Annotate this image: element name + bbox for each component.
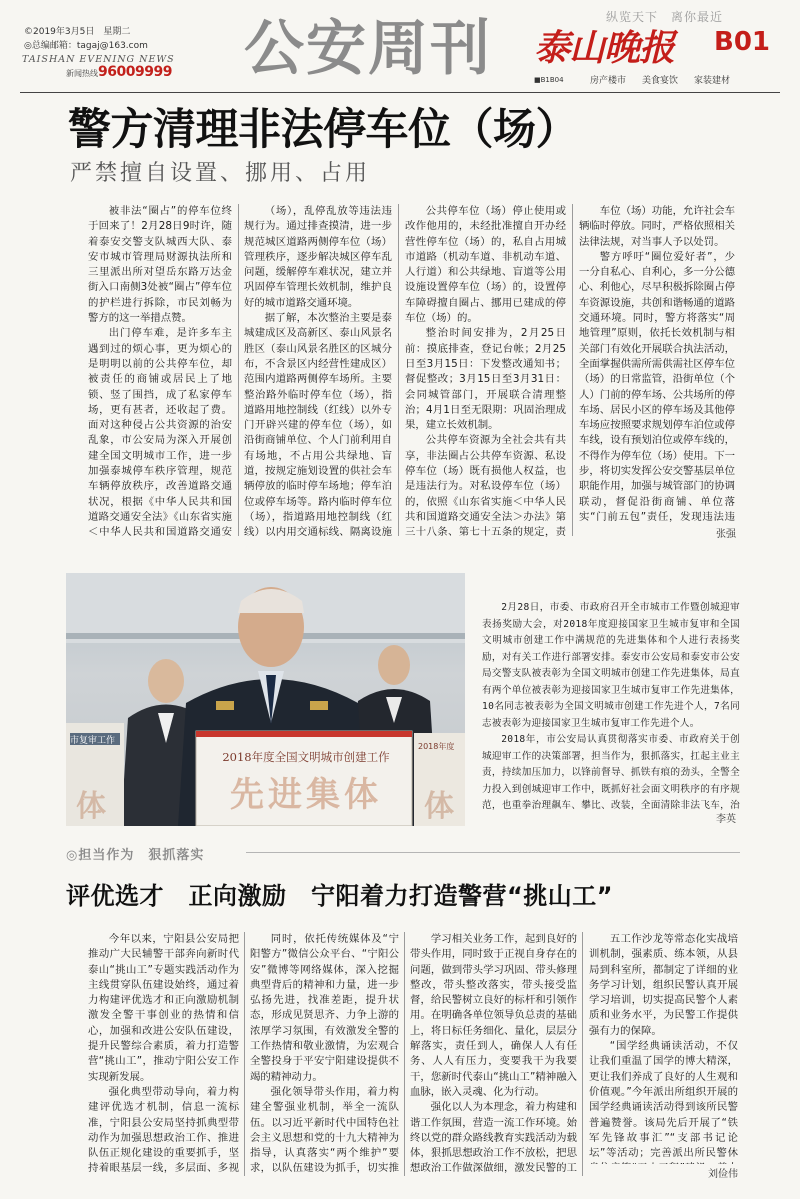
column-divider [238,204,239,536]
column-divider [572,204,573,536]
paragraph: 公共停车位（场）停止使用或改作他用的，未经批准擅自开办经营性停车位（场）的，私自占用城市道路（机动车道、非机动车道、人行道）和公共绿地、盲道等公用设施设置停车位（场）的，设置停车障碍擅自圈占、挪用已建成的停车位（场）的。 [405,205,566,325]
paragraph: 警方呼吁“圈位爱好者”，少一分自私心、自利心，多一分公德心、利他心，尽早积极拆除圈占停车资源设施，共创和谐畅通的道路交通环境。同时，警方将落实“周地管理”原则，依托长效机制与相关部门有效化开展联合执法活动，全面掌握供需所需供需社区停车位（场）的日常监管，沿街单位（个人）门前的停车场、公共场所的停车场、居民小区的停车场及其他停车场应按照要求规划停车泊位或停车线，设有预划泊位或停车线的，不得作为停车位（场）使用。下一步，将切实发挥公安交警基层单位职能作用，加强与城管部门的协调联动，督促沿街商铺、单位落实“门前五包”责任，发现违法违 [579,250,735,523]
article1-author: 张强 [716,529,736,540]
side-sign-right: 2018年度 [418,742,455,751]
article2-column-1 [88,932,239,1178]
paragraph: 强化典型带动导向，着力构建评优选才机制，信息一流标准，宁阳县公安局坚持抓典型带动作为加强思想政治工作、推进队伍正规化建设的重要抓手，坚持着眼基层一线，多层面、多视 [88,1085,239,1175]
masthead-slogan: 纵览天下 离你最近 [606,10,724,24]
paragraph: 强化以人为本理念，着力构建和谐工作氛围，营造一流工作环境。始终以党的群众路线教育实践活动为载体，狠抓思想政治工作不放松，把思想政治工作做深做细，激发民警的工 [410,1101,577,1175]
column-divider [404,932,405,1176]
hotline-number: 96009999 [98,64,172,80]
paragraph: 强化领导带头作用，着力构建全警强业机制，举全一流队伍。以习近平新时代中国特色社会主义思想和党的十九大精神为指导，认真落实“两个维护”要求，以队伍建设为抓手，切实推 [250,1085,399,1175]
paper-logo: 泰山晚报 [534,27,675,69]
banner-caption: 2018年度全国文明城市创建工作 [222,750,390,764]
award-photo [66,573,465,826]
article2-author: 刘俭伟 [708,1169,738,1180]
article2-label-rule [246,852,740,853]
paragraph: 整治时间安排为，2月25日前：摸底排查，登记台帐；2月25日至3月15日：下发整改通知书；督促整改；3月15日至3月31日：会同城管部门，开展联合清理整治；4月1日至无限期：巩固治理成果，建立长效机制。 [405,327,566,432]
masthead-badge: ■B1B04 [534,76,564,84]
masthead-date: ©2019年3月5日 星期二 [24,27,131,37]
caption-author: 李英 [716,814,736,825]
sub-nav-item[interactable]: 美食宴饮 [642,76,679,86]
page-number: B01 [714,27,770,57]
section-title: 公安周刊 [244,14,492,84]
paragraph: 今年以来，宁阳县公安局把推动广大民辅警干部奔向新时代泰山“挑山工”专题实践活动作为主线贯穿队伍建设始终，通过着力构建评优选才和正向激励机制激发全警干事创业的热情和信心，加强和改进公安队伍建设，提升民警综合素质，着力打造警营“挑山工”，推动宁阳公安工作实现新发展。 [88,933,239,1083]
side-sign-left-char: 体 [76,789,106,824]
column-divider [582,932,583,1176]
masthead-english-name: TAISHAN EVENING NEWS [22,54,175,65]
side-sign-left: 市复审工作 [70,736,116,746]
column-divider [244,932,245,1176]
masthead-editor-email: ◎总编邮箱：tagaj@163.com [24,41,148,51]
hotline-label: 新闻热线 [66,69,98,78]
column-divider [398,204,399,536]
article1-column-1 [88,204,232,538]
paragraph: 同时，依托传统媒体及“宁阳警方”微信公众平台、“宁阳公安”微博等网络媒体，深入挖掘典型背后的精神和力量，进一步弘扬先进，找准差距，提升状态，形成见贤思齐、力争上游的浓厚学习氛围，有效激发全警的工作热情和敬业激情，为宏观合全警投身于平安宁阳建设提供不竭的精神动力。 [250,933,399,1083]
article2-column-3 [410,932,577,1178]
paragraph: 公共停车资源为全社会共有共享，非法圈占公共停车资源、私设停车位（场）既有损他人权益，也是违法行为。对私设停车位（场）的，依照《山东省实施＜中华人民共和国道路交通安全法＞办法》第三十八条、第七十五条的规定，责 [405,434,566,538]
paragraph: “国学经典诵读活动，不仅让我们重温了国学的博大精深，更让我们养成了良好的人生观和价值观。”今年派出所组织开展的国学经典诵读活动得到该所民警普遍赞誉。该局先后开展了“铁军先锋故事汇”“支部书记论坛”等活动；完善派出所民警休 [589,1040,738,1160]
paragraph: 据了解，本次整治主要是泰城建成区及高新区、泰山风景名胜区（泰山风景名胜区的区城分布，不含景区内经营性建成区）范围内道路两侧停车场所。主要整治路外临时停车位（场），指道路用地控制线（红线）以外专门开辟兴建的停车位（场），如沿街商铺单位、个人门前利用自有场地，不占用公共绿地、盲道，按规定施划设置的供社会车辆停放的临时停车场地；停车泊位或停车场等。路内临时停车位（场），指道路用地控制线（红线）以内用交通标线、隔离设施 [244,312,392,538]
caption-paragraph: 2018年，市公安局认真贯彻落实市委、市政府关于创城迎审工作的决策部署，担当作为，狠抓落实，扛起主业主责，持续加压加力，以锋前督导、抓铁有痕的劲头，全警全力投入到创城迎审工作中，既抓好社会面文明秩序的有序规范，也重拳治理飙车、攀比、改装，全面清除非法飞车，治 [482,734,740,810]
paragraph: 五工作沙龙等常态化实战培训机制，强素质、练本领，从县局到科室所，都制定了详细的业务学习计划，组织民警认真开展学习培训，切实提高民警个人素质和业务水平，为民警工作提供强有力的保障。 [589,933,738,1037]
paragraph: （场），乱停乱放等违法违规行为。通过排查摸清，进一步规范城区道路两侧停车位（场）管理秩序，逐步解决城区停车乱问题，缓解停车难状况，建立并巩固停车管理长效机制，维护良好的城市道路交通环境。 [244,205,392,309]
paragraph: 被非法“圈占”的停车位终于回来了！2月28日9时许，随着泰安交警支队城西大队、泰安市城市管理局财源执法所和三里派出所对望岳东路万达金街入口南侧3处被“圈占”停车位的护栏进行拆除，市民刘畅为警方的这一举措点赞。 [88,205,232,325]
banner-main-text: 先进集体 [230,775,382,815]
sub-nav-item[interactable]: 家装建材 [694,76,731,86]
paragraph: 车位（场）功能，允许社会车辆临时停放。同时，严格依照相关法律法规，对当事人予以处罚。 [579,205,735,248]
article2-column-4 [589,932,738,1164]
article1-column-4 [579,204,735,526]
article2-section-label: ◎担当作为 狠抓落实 [66,848,205,863]
article1-column-3 [405,204,566,538]
sub-nav-item[interactable]: 房产楼市 [590,76,627,86]
side-sign-right-char: 体 [424,789,454,824]
paragraph: 出门停车难，是许多车主遇到过的烦心事，更为烦心的是明明以前的公共停车位，却被责任的商铺或居民上了地锁、竖了围挡，成了私家停车场，更有甚者，还收起了费。面对这种侵占公共资源的治安乱象，市公安局为深入开展创建全国文明城市工作，进一步加强泰城停车秩序管理，规范车辆停放秩序，改善道路交通状况，根据《中华人民共和国道路交通安全法》《山东省实施＜中华人民共和国道路交通安 [88,327,232,538]
caption-paragraph: 2月28日，市委、市政府召开全市城市工作暨创城迎审表扬奖励大会，对2018年度迎接国家卫生城市复审和全国文明城市创建工作中满规范的先进集体和个人进行表扬奖励，对有关工作进行部署安排。泰安市公安局和泰安市公安局交警支队被表彰为全国文明城市创建工作先进集体，局直有两个单位被表彰为迎接国家卫生城市复审工作先进集体，10名同志被表彰为全国文明城市创建工作先进个人，7名同志被表彰为迎接国家卫生城市复审工作先进个人。 [482,602,740,729]
article1-column-2 [244,204,392,538]
article2-column-2 [250,932,399,1178]
article2-headline: 评优选才 正向激励 宁阳着力打造警营“挑山工” [66,882,614,910]
photo-caption [482,600,740,810]
article1-headline: 警方清理非法停车位（场） [68,105,578,155]
article1-subhead: 严禁擅自设置、挪用、占用 [70,161,371,186]
masthead-divider [20,92,780,93]
sub-nav [590,73,730,86]
paragraph: 学习相关业务工作，起到良好的带头作用，同时致于正视自身存在的问题，做到带头学习巩固、带头修理整改，带头整改落实，带头接受监督，给民警树立良好的标杆和引领作用。在明确各单位领导负总责的基础上，将日标任务细化、量化，层层分解落实，责任到人，确保人人有任务、人人有压力，变要我干为我要干，您新时代泰山“挑山工”精神融入血脉，嵌入灵魂、化为行动。 [410,933,577,1098]
